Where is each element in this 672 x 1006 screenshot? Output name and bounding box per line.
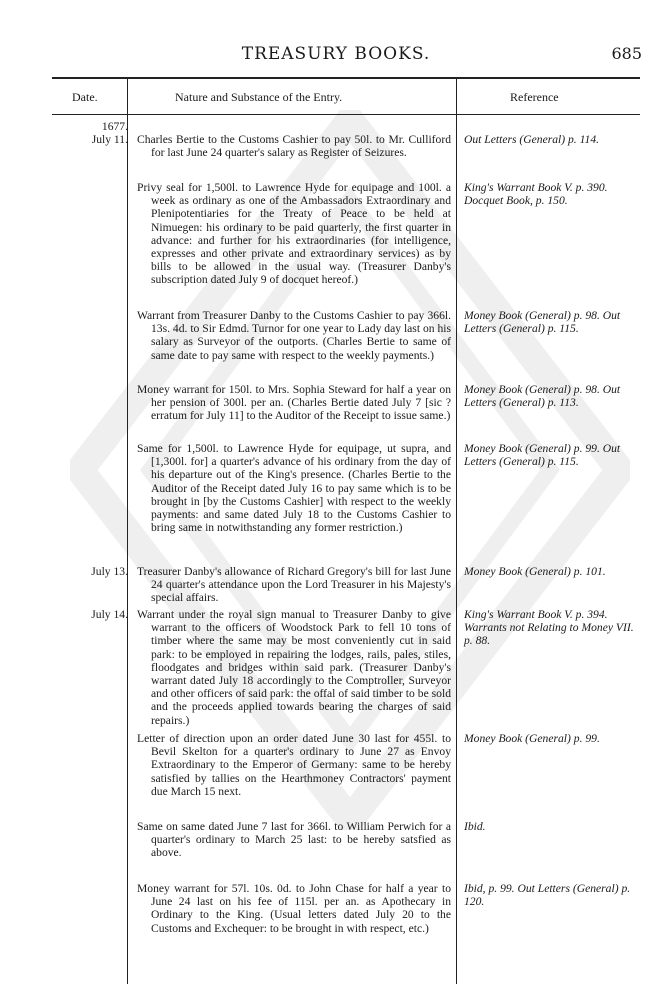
running-title: TREASURY BOOKS.: [241, 44, 431, 64]
table-top-rule: [52, 77, 640, 79]
entry-reference: Money Book (General) p. 98. Out Letters (General) p. 113.: [464, 383, 621, 410]
page-number: 685: [611, 44, 642, 63]
entry-text: Money warrant for 150l. to Mrs. Sophia Steward for half a year on her pension of 300l. per an. (Charles Bertie dated July 7 [sic ? erratum for July 11] to the Auditor of the Receipt to issue same.): [137, 383, 451, 423]
column-header-date: Date.: [72, 90, 98, 104]
entry-date: 1677. July 11.: [91, 120, 128, 146]
header-bottom-rule: [52, 114, 640, 115]
entry-date: July 14.: [91, 608, 128, 621]
entry-text: Privy seal for 1,500l. to Lawrence Hyde for equipage and 100l. a week as ordinary as one of the Ambassadors Extraordinary and Plenipotentiaries for the Treaty of Peace to be held at Nimuegen: his ordinary to be paid quarterly, the first quarter in advance: and further for his extraordinaries (for intelligence, expresses and other private and extraordinary services) as by bills to be allowed in the usual way. (Treasurer Danby's subscription dated July 9 of docquet hereof.): [137, 181, 451, 287]
column-divider-date: [127, 77, 128, 984]
entry-text: Same on same dated June 7 last for 366l. to William Perwich for a quarter's ordinary to March 25 last: to be hereby satsfied as above.: [137, 820, 451, 860]
entry-reference: Ibid, p. 99. Out Letters (General) p. 120.: [464, 882, 631, 909]
column-header-entry: Nature and Substance of the Entry.: [175, 90, 343, 104]
entry-reference: Out Letters (General) p. 114.: [464, 133, 600, 146]
entry-reference: Money Book (General) p. 99. Out Letters (General) p. 115.: [464, 442, 621, 469]
entry-reference: King's Warrant Book V. p. 394. Warrants not Relating to Money VII. p. 88.: [464, 608, 634, 648]
column-header-reference: Reference: [510, 90, 559, 104]
entry-reference: Ibid.: [464, 820, 486, 833]
column-divider-reference: [456, 77, 457, 984]
entry-text: Charles Bertie to the Customs Cashier to pay 50l. to Mr. Culliford for last June 24 quarter's salary as Register of Seizures.: [137, 133, 451, 160]
entry-text: Warrant from Treasurer Danby to the Customs Cashier to pay 366l. 13s. 4d. to Sir Edmd. Turnor for one year to Lady day last on his salary as Surveyor of the outports. (Charles Bertie to same of same date to pay same with respect to the weekly payments.): [137, 309, 451, 362]
entry-text: Letter of direction upon an order dated June 30 last for 455l. to Bevil Skelton for a quarter's ordinary to June 27 as Envoy Extraordinary to the Emperor of Germany: same to be hereby satisfied by tallies on the Hearthmoney Contractors' payment due March 15 next.: [137, 732, 451, 798]
entry-text: Warrant under the royal sign manual to Treasurer Danby to give warrant to the officers of Woodstock Park to fell 10 tons of timber where the same may be most conveniently cut in said park: to be employed in repairing the lodges, rails, pales, stiles, floodgates and bridges within said park. (Treasurer Danby's warrant dated July 18 accordingly to the Comptroller, Surveyor and other officers of said park: the offal of said timber to be sold and the proceeds applied towards bearing the charges of said repairs.): [137, 608, 451, 727]
entry-reference: Money Book (General) p. 101.: [464, 565, 606, 578]
entry-text: Money warrant for 57l. 10s. 0d. to John Chase for half a year to June 24 last on his fee of 115l. per an. as Apothecary in Ordinary to the King. (Usual letters dated July 20 to the Customs and Exchequer: to be brought in with respect, etc.): [137, 882, 451, 935]
entry-reference: Money Book (General) p. 98. Out Letters (General) p. 115.: [464, 309, 621, 336]
entry-text: Treasurer Danby's allowance of Richard Gregory's bill for last June 24 quarter's attendance upon the Lord Treasurer in his Majesty's special affairs.: [137, 565, 451, 605]
entry-reference: Money Book (General) p. 99.: [464, 732, 600, 745]
entry-text: Same for 1,500l. to Lawrence Hyde for equipage, ut supra, and [1,300l. for] a quarter's advance of his ordinary from the day of his departure out of the King's presence. (Charles Bertie to the Auditor of the Receipt dated July 16 to pay same which is to be brought in [by the Customs Cashier] with respect to the weekly payments: and same dated July 18 to the Customs Cashier to bring same in notwithstanding any former restriction.): [137, 442, 451, 535]
entry-reference: King's Warrant Book V. p. 390. Docquet Book, p. 150.: [464, 181, 608, 208]
entry-date: July 13.: [91, 565, 128, 578]
